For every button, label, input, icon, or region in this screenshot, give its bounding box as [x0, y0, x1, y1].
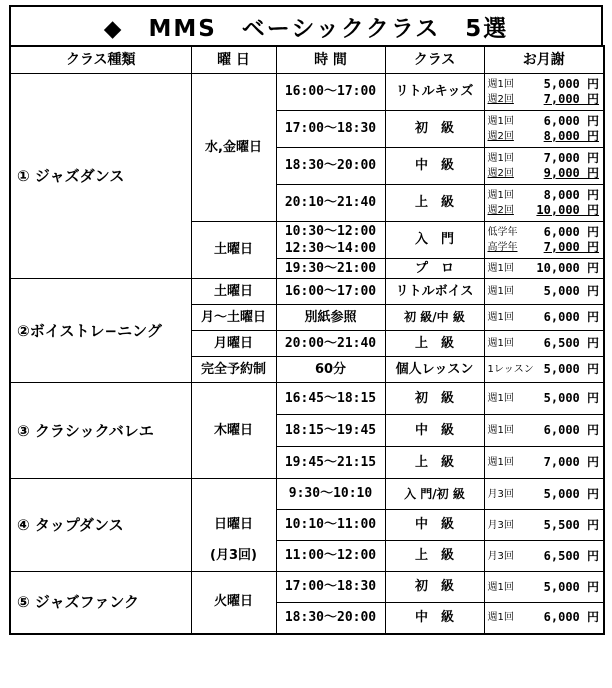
fee-cell	[484, 279, 604, 305]
level-cell: プ ロ	[385, 259, 484, 279]
fee-label: 週2回	[487, 131, 514, 142]
header-row	[10, 46, 604, 74]
day-line: 日曜日	[213, 517, 253, 532]
class-table	[9, 45, 605, 635]
time-cell: 17:00〜18:30	[276, 572, 385, 603]
level-cell: 中 級	[385, 415, 484, 447]
fee-label: 週1回	[487, 263, 514, 274]
fee-label: 週1回	[487, 581, 514, 593]
fee-label: 週2回	[487, 205, 514, 216]
day-cell	[191, 479, 276, 572]
class-name-ballet: ③ クラシックバレエ	[10, 383, 191, 479]
time-cell: 18:30〜20:00	[276, 148, 385, 185]
fee-label: 週1回	[487, 312, 514, 323]
time-cell: 11:00〜12:00	[276, 541, 385, 572]
fee-cell	[484, 111, 604, 148]
fee-value: 6,000 円	[543, 114, 599, 128]
header-day: 曜 日	[191, 46, 276, 74]
day-cell: 水,金曜日	[191, 74, 276, 222]
level-cell: 中 級	[385, 603, 484, 634]
level-cell: 中 級	[385, 148, 484, 185]
time-cell: 16:45〜18:15	[276, 383, 385, 415]
level-cell: 中 級	[385, 510, 484, 541]
fee-label: 週2回	[487, 168, 514, 179]
fee-value: 9,000 円	[543, 166, 599, 180]
time-line: 10:30〜12:00	[284, 224, 377, 239]
table-row	[10, 572, 604, 603]
fee-value: 5,500 円	[543, 517, 599, 532]
fee-cell	[484, 259, 604, 279]
fee-value: 5,000 円	[543, 77, 599, 91]
fee-value: 6,000 円	[543, 610, 599, 625]
page-title: ◆ MMS ベーシッククラス 5選	[9, 5, 603, 45]
day-cell: 月〜土曜日	[191, 305, 276, 331]
header-time: 時 間	[276, 46, 385, 74]
level-cell: 初 級	[385, 111, 484, 148]
fee-label: 週2回	[487, 94, 514, 105]
level-cell: 入 門/初 級	[385, 479, 484, 510]
time-cell: 10:10〜11:00	[276, 510, 385, 541]
time-cell: 9:30〜10:10	[276, 479, 385, 510]
time-cell: 18:30〜20:00	[276, 603, 385, 634]
day-cell: 完全予約制	[191, 357, 276, 383]
table-row	[10, 279, 604, 305]
fee-label: 高学年	[487, 242, 518, 253]
fee-value: 8,000 円	[543, 129, 599, 143]
table-row	[10, 383, 604, 415]
fee-cell	[484, 572, 604, 603]
fee-value: 10,000 円	[536, 261, 599, 275]
time-cell: 16:00〜17:00	[276, 279, 385, 305]
fee-cell	[484, 510, 604, 541]
level-cell: 上 級	[385, 541, 484, 572]
fee-label: 月3回	[487, 550, 514, 562]
level-cell: 初 級/中 級	[385, 305, 484, 331]
schedule-sheet	[9, 5, 603, 635]
table-row	[10, 479, 604, 510]
level-cell: リトルキッズ	[385, 74, 484, 111]
time-cell: 17:00〜18:30	[276, 111, 385, 148]
time-cell: 18:15〜19:45	[276, 415, 385, 447]
fee-label: 月3回	[487, 519, 514, 531]
day-cell: 土曜日	[191, 222, 276, 279]
level-cell: 入 門	[385, 222, 484, 259]
time-cell: 16:00〜17:00	[276, 74, 385, 111]
level-cell: 上 級	[385, 331, 484, 357]
fee-value: 10,000 円	[536, 203, 599, 217]
time-cell	[276, 222, 385, 259]
day-cell: 木曜日	[191, 383, 276, 479]
fee-label: 低学年	[487, 227, 518, 238]
fee-cell	[484, 541, 604, 572]
fee-cell	[484, 415, 604, 447]
fee-value: 5,000 円	[543, 579, 599, 594]
fee-cell	[484, 305, 604, 331]
fee-value: 6,500 円	[543, 548, 599, 563]
fee-cell	[484, 357, 604, 383]
fee-label: 週1回	[487, 393, 514, 404]
fee-value: 6,000 円	[543, 310, 599, 324]
header-class-type: クラス種類	[10, 46, 191, 74]
time-cell: 19:30〜21:00	[276, 259, 385, 279]
class-name-funk: ⑤ ジャズファンク	[10, 572, 191, 634]
fee-cell	[484, 479, 604, 510]
fee-value: 7,000 円	[543, 240, 599, 254]
fee-value: 7,000 円	[543, 92, 599, 106]
time-cell: 別紙参照	[276, 305, 385, 331]
level-cell: リトルボイス	[385, 279, 484, 305]
fee-value: 5,000 円	[543, 362, 599, 376]
fee-value: 6,000 円	[543, 225, 599, 239]
level-cell: 上 級	[385, 185, 484, 222]
table-row	[10, 74, 604, 111]
fee-cell	[484, 185, 604, 222]
level-cell: 初 級	[385, 572, 484, 603]
day-cell: 土曜日	[191, 279, 276, 305]
time-cell: 20:00〜21:40	[276, 331, 385, 357]
time-cell: 19:45〜21:15	[276, 447, 385, 479]
day-line: (月3回)	[210, 548, 257, 563]
fee-label: 1レッスン	[487, 364, 534, 375]
level-cell: 個人レッスン	[385, 357, 484, 383]
fee-cell	[484, 603, 604, 634]
fee-value: 6,000 円	[543, 423, 599, 437]
fee-cell	[484, 383, 604, 415]
day-cell: 火曜日	[191, 572, 276, 634]
fee-label: 週1回	[487, 457, 514, 468]
fee-cell	[484, 447, 604, 479]
time-line: 12:30〜14:00	[284, 241, 377, 256]
level-cell: 初 級	[385, 383, 484, 415]
fee-value: 8,000 円	[543, 188, 599, 202]
fee-label: 週1回	[487, 79, 514, 90]
fee-label: 週1回	[487, 425, 514, 436]
fee-cell	[484, 148, 604, 185]
day-cell: 月曜日	[191, 331, 276, 357]
class-name-voice: ②ボイストレ−ニング	[10, 279, 191, 383]
fee-label: 週1回	[487, 190, 514, 201]
fee-value: 5,000 円	[543, 391, 599, 405]
time-cell: 20:10〜21:40	[276, 185, 385, 222]
class-name-tap: ④ タップダンス	[10, 479, 191, 572]
fee-value: 7,000 円	[543, 455, 599, 469]
fee-label: 月3回	[487, 488, 514, 500]
fee-value: 7,000 円	[543, 151, 599, 165]
time-cell: 60分	[276, 357, 385, 383]
fee-label: 週1回	[487, 338, 514, 349]
class-name-jazz: ① ジャズダンス	[10, 74, 191, 279]
fee-cell	[484, 222, 604, 259]
fee-label: 週1回	[487, 612, 514, 624]
fee-cell	[484, 331, 604, 357]
fee-value: 5,000 円	[543, 284, 599, 298]
fee-value: 5,000 円	[543, 486, 599, 501]
level-cell: 上 級	[385, 447, 484, 479]
fee-cell	[484, 74, 604, 111]
fee-label: 週1回	[487, 286, 514, 297]
fee-label: 週1回	[487, 116, 514, 127]
header-fee: お月謝	[484, 46, 604, 74]
fee-label: 週1回	[487, 153, 514, 164]
fee-value: 6,500 円	[543, 336, 599, 350]
header-level: クラス	[385, 46, 484, 74]
